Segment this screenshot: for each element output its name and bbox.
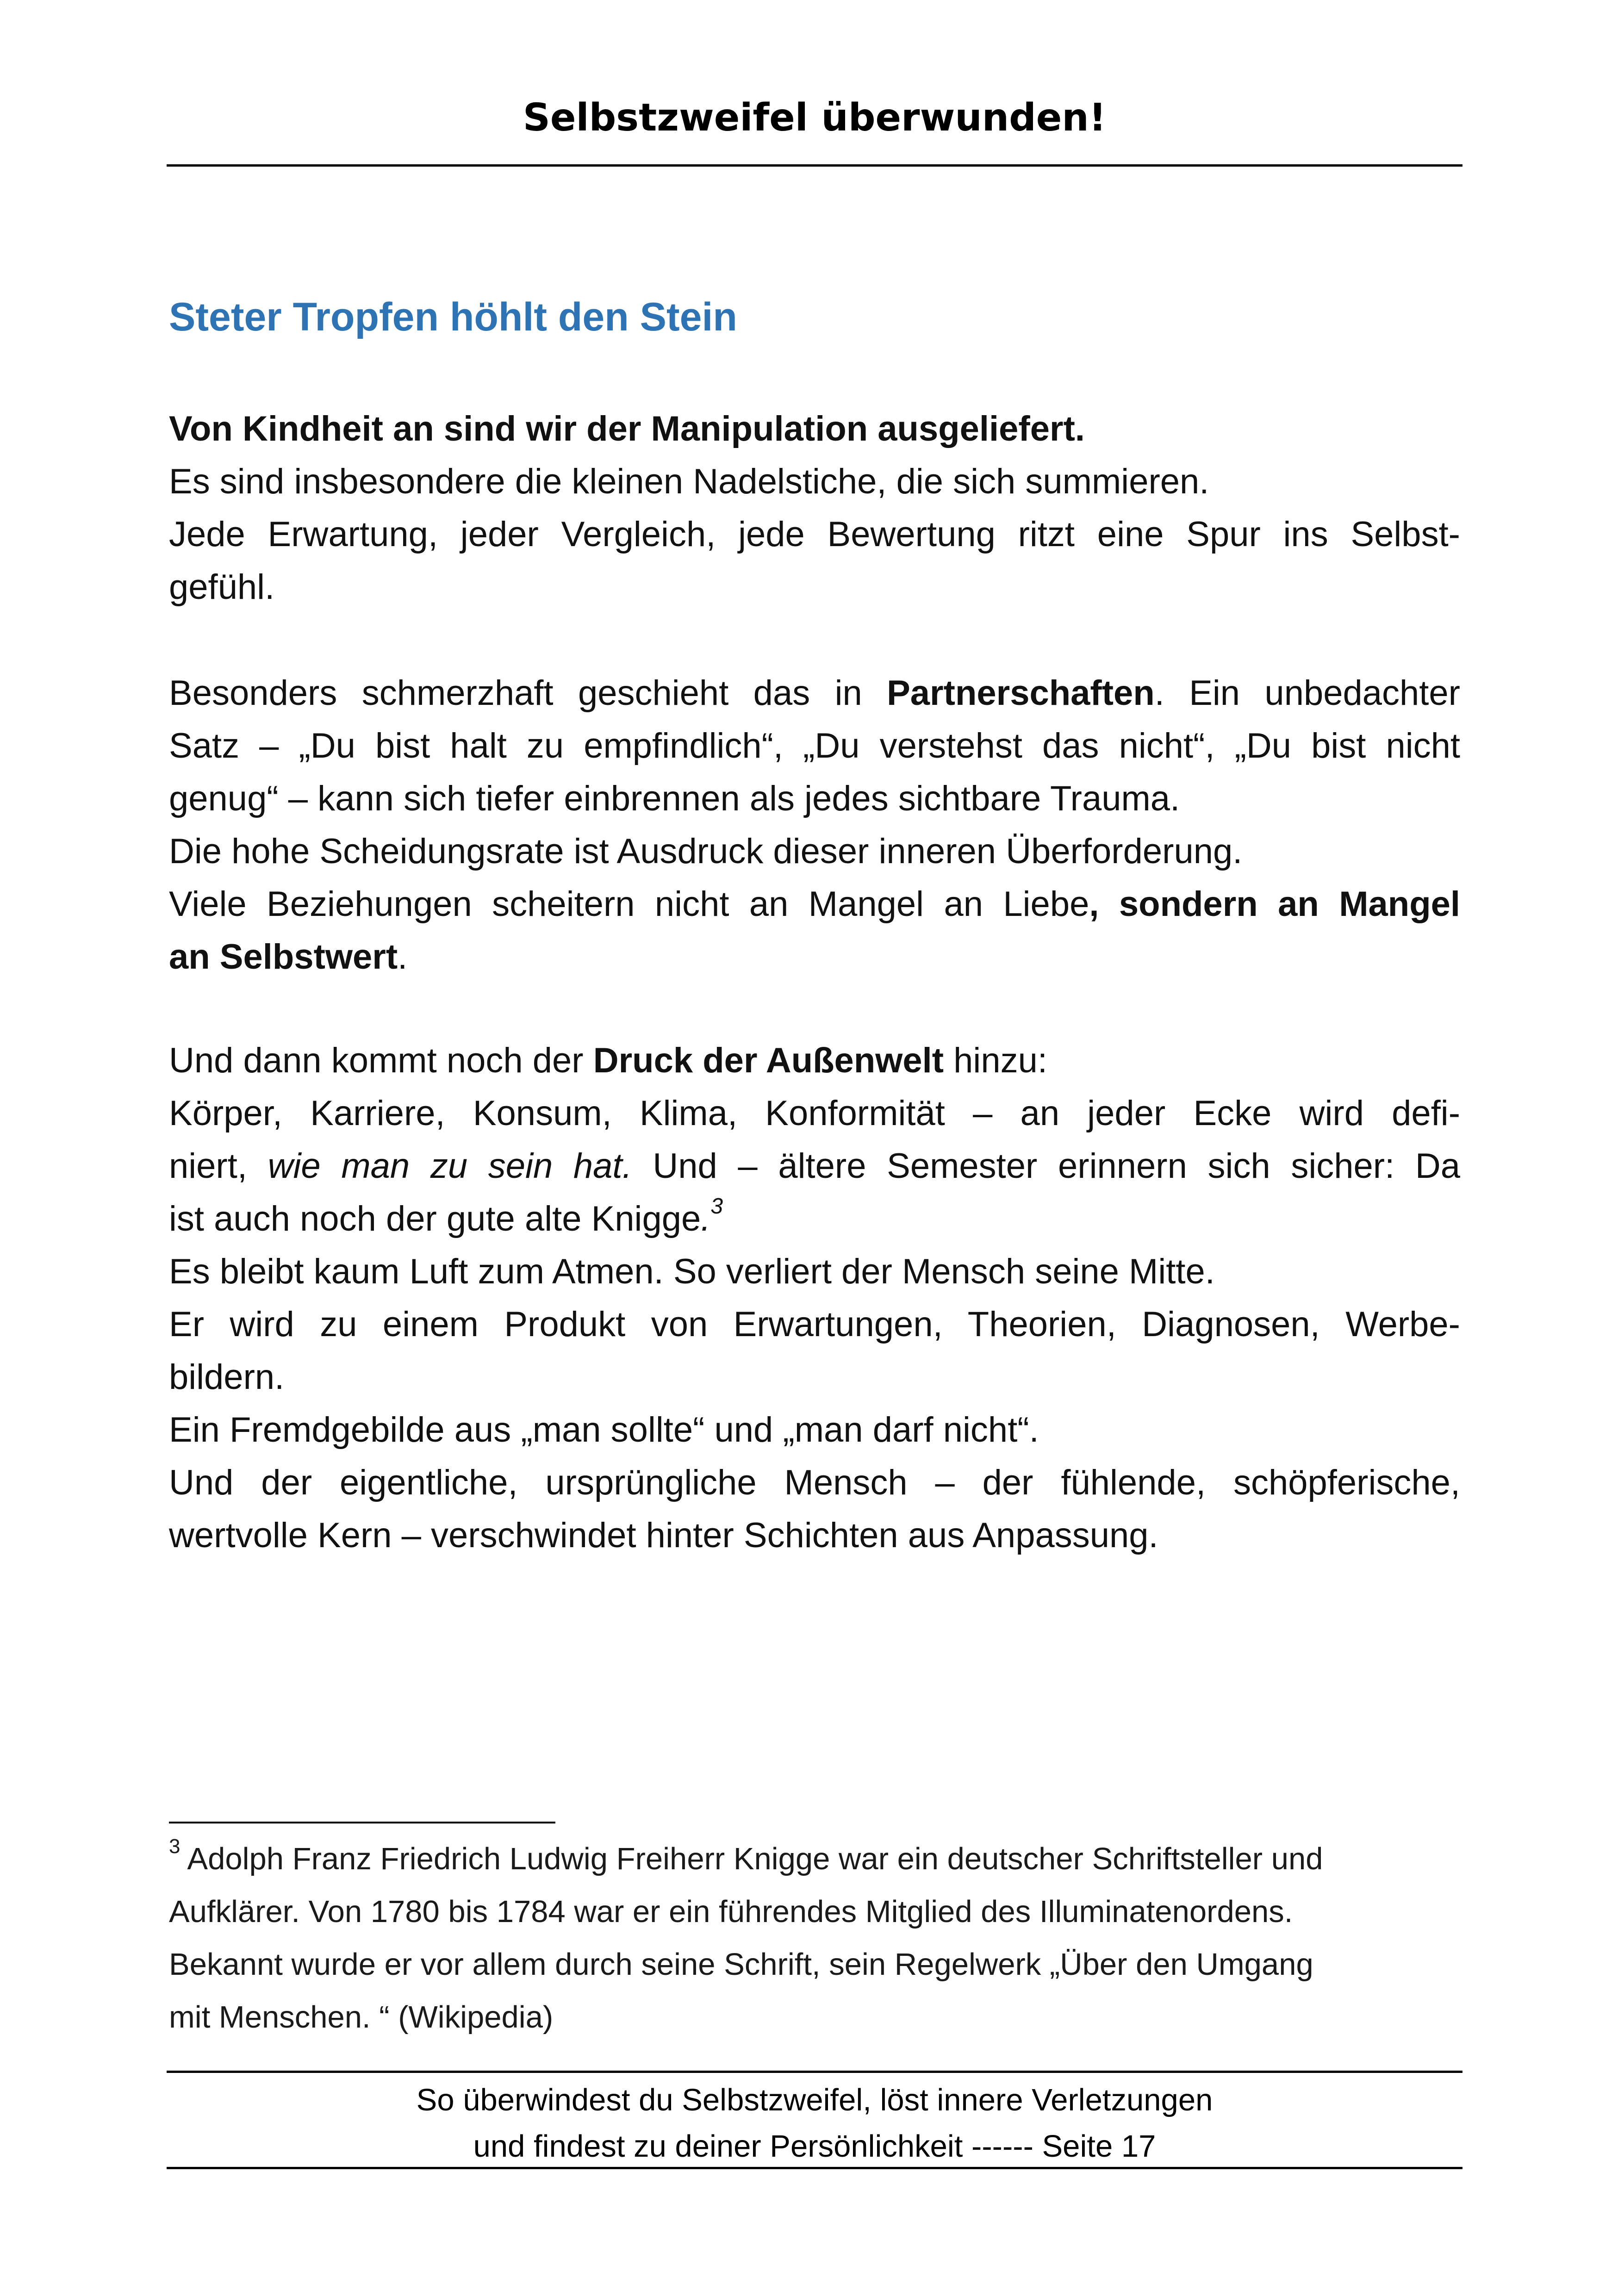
text-run: . <box>701 1199 711 1238</box>
paragraph-1-line-4: gefühl. <box>169 567 275 607</box>
paragraph-2-line-4: Die hohe Scheidungsrate ist Ausdruck dieser inneren Überforderung. <box>169 832 1243 871</box>
paragraph-2 <box>169 667 1460 983</box>
paragraph-1-line-3: Jede Erwartung, jeder Vergleich, jede Bewertung ritzt eine Spur ins Selbst- <box>169 515 1460 554</box>
header-title: Selbstzweifel überwunden! <box>523 96 1107 140</box>
footnote-reference[interactable]: 3 <box>710 1194 723 1219</box>
emphasis-selbstwert: an Selbstwert <box>169 937 398 977</box>
footer-rule-bottom <box>167 2167 1462 2169</box>
footnote-line-3: Bekannt wurde er vor allem durch seine Schrift, sein Regelwerk „Über den Umgang <box>169 1947 1313 1982</box>
text-run: hinzu: <box>944 1041 1047 1080</box>
text-run: Und dann kommt noch der <box>169 1041 593 1080</box>
emphasis-druck: Druck der Außenwelt <box>593 1041 944 1080</box>
text-run: . Ein unbedachter <box>1154 673 1460 713</box>
emphasis-wie-man: wie man zu sein hat. <box>268 1146 632 1186</box>
header-rule <box>167 164 1462 167</box>
section-heading: Steter Tropfen höhlt den Stein <box>169 295 737 339</box>
paragraph-2-line-1 <box>169 667 1460 720</box>
text-run: Adolph Franz Friedrich Ludwig Freiherr Knigge war ein deutscher Schriftsteller und <box>187 1842 1323 1876</box>
emphasis-partnerschaften: Partnerschaften <box>887 673 1155 713</box>
emphasis-mangel: , sondern an Mangel <box>1089 884 1461 924</box>
paragraph-3-line-1 <box>169 1034 1460 1087</box>
paragraph-3-line-9: Und der eigentliche, ursprüngliche Mensch – der fühlende, schöpferische, <box>169 1463 1460 1502</box>
paragraph-2-line-3: genug“ – kann sich tiefer einbrennen als jedes sichtbare Trauma. <box>169 779 1180 818</box>
paragraph-3-line-4 <box>169 1193 1460 1245</box>
paragraph-3 <box>169 1034 1460 1562</box>
text-run: Und – ältere Semester erinnern sich sicher: Da <box>632 1146 1461 1186</box>
paragraph-3-line-2: Körper, Karriere, Konsum, Klima, Konformität – an jeder Ecke wird defi- <box>169 1094 1460 1133</box>
paragraph-3-line-10: wertvolle Kern – verschwindet hinter Schichten aus Anpassung. <box>169 1516 1158 1555</box>
footer-rule-top <box>167 2071 1462 2073</box>
paragraph-3-line-7: bildern. <box>169 1357 285 1397</box>
footer-line-2: und findest zu deiner Persönlichkeit ------ Seite 17 <box>473 2129 1156 2164</box>
text-run: ist auch noch der gute alte Knigge <box>169 1199 701 1238</box>
paragraph-2-line-5 <box>169 878 1460 931</box>
text-run: Besonders schmerzhaft geschieht das in <box>169 673 887 713</box>
paragraph-2-line-6 <box>169 931 1460 983</box>
text-run: niert, <box>169 1146 268 1186</box>
page-footer <box>167 2077 1462 2170</box>
paragraph-2-line-2: Satz – „Du bist halt zu empfindlich“, „Du verstehst das nicht“, „Du bist nicht <box>169 726 1460 765</box>
paragraph-3-line-5: Es bleibt kaum Luft zum Atmen. So verliert der Mensch seine Mitte. <box>169 1252 1215 1291</box>
footer-line-1: So überwindest du Selbstzweifel, löst innere Verletzungen <box>416 2083 1213 2117</box>
paragraph-1-line-2: Es sind insbesondere die kleinen Nadelstiche, die sich summieren. <box>169 462 1209 501</box>
footnote-marker: 3 <box>169 1835 180 1858</box>
paragraph-1-line-1: Von Kindheit an sind wir der Manipulation ausgeliefert. <box>169 409 1085 448</box>
paragraph-1 <box>169 403 1460 614</box>
footnote-line-1 <box>169 1833 1460 1885</box>
footnote-separator <box>169 1822 555 1823</box>
footnote-line-4: mit Menschen. “ (Wikipedia) <box>169 2000 554 2035</box>
paragraph-3-line-3 <box>169 1140 1460 1193</box>
paragraph-3-line-6: Er wird zu einem Produkt von Erwartungen, Theorien, Diagnosen, Werbe- <box>169 1305 1460 1344</box>
text-run: . <box>398 937 408 977</box>
text-run: Viele Beziehungen scheitern nicht an Mangel an Liebe <box>169 884 1089 924</box>
footnote-line-2: Aufklärer. Von 1780 bis 1784 war er ein führendes Mitglied des Illuminatenordens. <box>169 1894 1293 1929</box>
paragraph-3-line-8: Ein Fremdgebilde aus „man sollte“ und „man darf nicht“. <box>169 1410 1039 1450</box>
footnote <box>169 1833 1460 2044</box>
